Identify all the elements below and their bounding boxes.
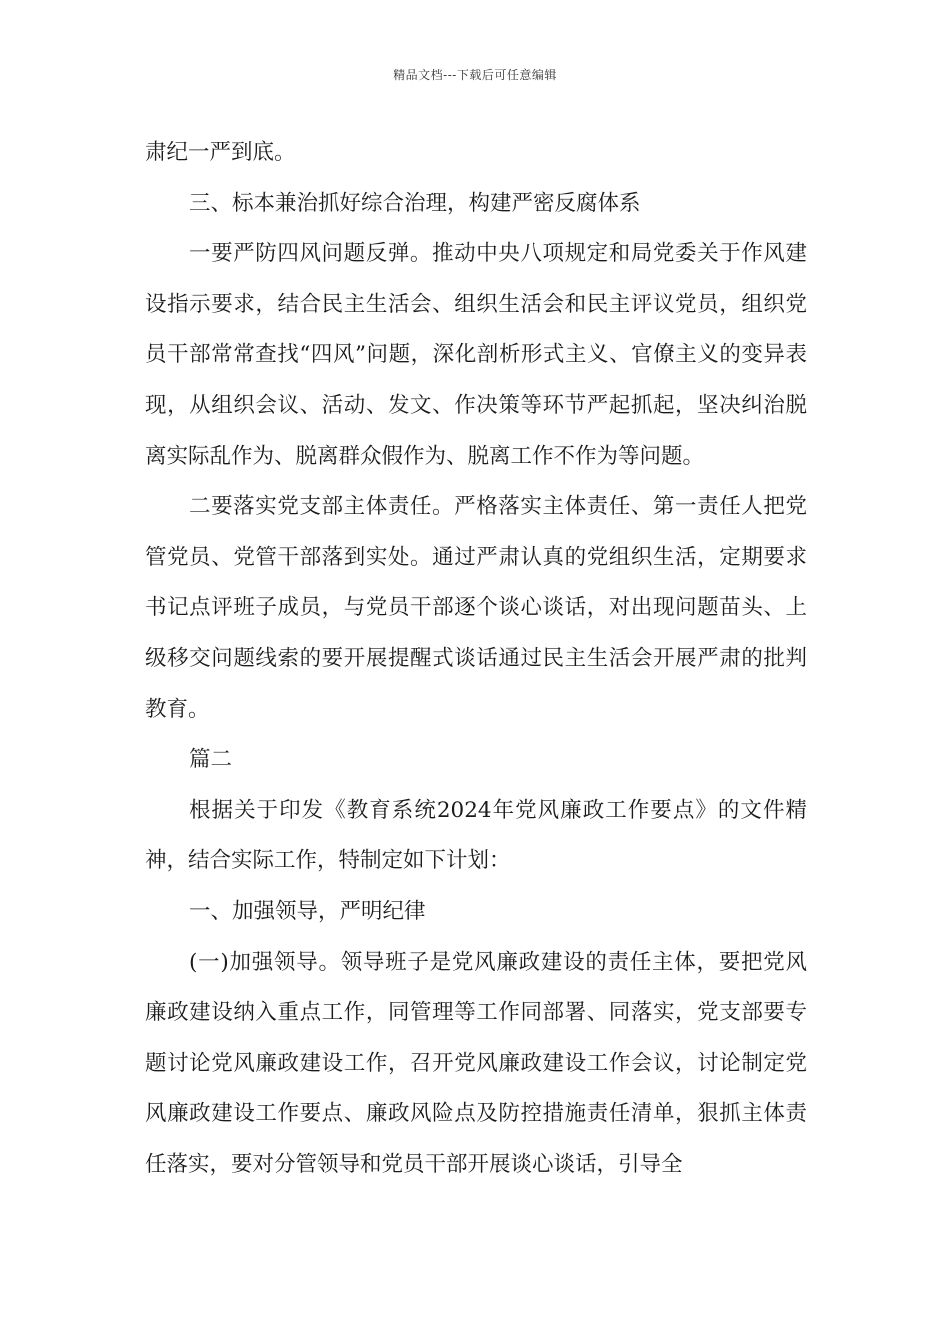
page-header: 精品文档---下载后可任意编辑 <box>393 68 557 82</box>
paragraph-5: (一)加强领导。领导班子是党风廉政建设的责任主体，要把党风廉政建设纳入重点工作，同管理等工作同部署、同落实，党支部要专题讨论党风廉政建设工作，召开党风廉政建设工作会议，讨论制定党风廉政建设工作要点、廉政风险点及防控措施责任清单，狠抓主体责任落实，要对分管领导和党员干部开展谈心谈话，引导全 <box>145 949 807 1177</box>
section-heading-3: 三、标本兼治抓好综合治理，构建严密反腐体系 <box>189 190 641 216</box>
document-body <box>145 128 807 1190</box>
paragraph-3: 二要落实党支部主体责任。严格落实主体责任、第一责任人把党管党员、党管干部落到实处。通过严肃认真的党组织生活，定期要求书记点评班子成员，与党员干部逐个谈心谈话，对出现问题苗头、上级移交问题线索的要开展提醒式谈话通过民主生活会开展严肃的批判教育。 <box>145 494 807 722</box>
section-heading-1: 一、加强领导，严明纪律 <box>189 898 426 924</box>
paragraph-4: 根据关于印发《教育系统2024年党风廉政工作要点》的文件精神，结合实际工作，特制定如下计划： <box>145 797 807 874</box>
chapter-heading: 篇二 <box>189 747 233 773</box>
paragraph-2: 一要严防四风问题反弹。推动中央八项规定和局党委关于作风建设指示要求，结合民主生活会、组织生活会和民主评议党员，组织党员干部常常查找“四风”问题，深化剖析形式主义、官僚主义的变异表现，从组织会议、活动、发文、作决策等环节严起抓起，坚决纠治脱离实际乱作为、脱离群众假作为、脱离工作不作为等问题。 <box>145 241 807 469</box>
paragraph-1: 肃纪一严到底。 <box>145 140 296 165</box>
